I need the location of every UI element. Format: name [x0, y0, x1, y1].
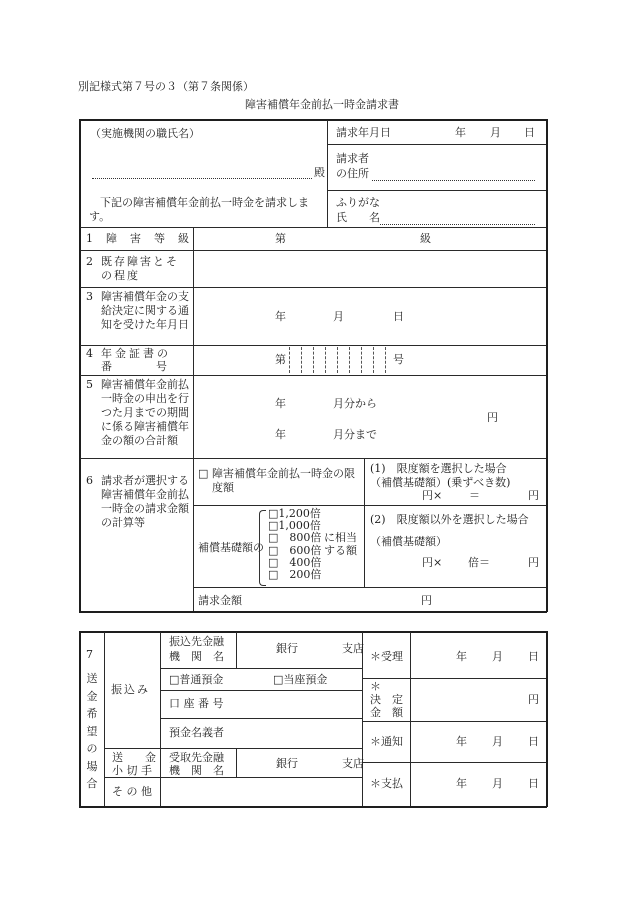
row6-label: 請求者が選択する障害補償年金前払一時金の請求金額の計算等 [101, 474, 189, 529]
date-month: 月 [490, 126, 501, 139]
check-bank-label-b: 機 関 名 [169, 764, 224, 777]
received-label: ＊受理 [370, 650, 403, 663]
case1-yen-times: 円× [422, 489, 443, 502]
transfer-bank-label-a: 振込先金融 [169, 635, 224, 648]
multiplier-option-800[interactable]: □ 800倍 [268, 531, 322, 544]
name-label: 氏 名 [336, 211, 380, 224]
other-label: そ の 他 [112, 785, 152, 798]
row2-number: 2 [86, 255, 93, 268]
case1-equals: ＝ [469, 489, 480, 502]
checking-deposit-checkbox[interactable]: □当座預金 [273, 673, 328, 686]
case2-equals: 倍＝ [468, 556, 490, 569]
row3-label: 障害補償年金の支給決定に関する通知を受けた年月日 [101, 290, 189, 331]
row1-dai: 第 [275, 232, 286, 245]
notice-month: 月 [492, 735, 503, 748]
row4-go: 号 [393, 353, 404, 366]
multiplier-option-400[interactable]: □ 400倍 [268, 556, 322, 569]
check-label-b: 小 切 手 [112, 764, 152, 777]
received-month: 月 [492, 650, 503, 663]
multiplier-option-200[interactable]: □ 200倍 [268, 568, 322, 581]
multiplier-option-600[interactable]: □ 600倍 [268, 544, 322, 557]
account-number-label: 口 座 番 号 [169, 697, 224, 710]
decided-mark: ＊ [370, 680, 381, 693]
claim-amount-yen: 円 [421, 594, 432, 607]
transfer-bank: 銀行 [276, 642, 298, 655]
row2-label: 既存障害とその程度 [101, 255, 179, 282]
decided-label-a: 決 定 [370, 693, 403, 706]
row5-from-year: 年 [275, 397, 286, 410]
received-day: 日 [528, 650, 539, 663]
request-text: 下記の障害補償年金前払一時金を請求します。 [89, 196, 309, 223]
notice-year: 年 [456, 735, 467, 748]
payment-label: ＊支払 [370, 777, 403, 790]
honorific: 殿 [314, 166, 325, 179]
payment-day: 日 [528, 777, 539, 790]
row5-to-year: 年 [275, 428, 286, 441]
remit-section-number: 7 [86, 648, 93, 661]
check-bank-label-a: 受取先金融 [169, 751, 224, 764]
decided-label-b: 金 額 [370, 706, 403, 719]
limit-option-text: 障害補償年金前払一時金の限度額 [212, 467, 355, 494]
transfer-label: 振込み [111, 683, 150, 696]
remit-section-label: 送金希望の場合 [86, 672, 98, 790]
row5-from-month: 月分から [333, 397, 377, 410]
limit-checkbox[interactable]: □ [198, 467, 209, 480]
notice-label: ＊通知 [370, 735, 403, 748]
row3-number: 3 [86, 290, 93, 303]
furigana-label: ふりがな [336, 196, 380, 209]
transfer-branch: 支店 [342, 642, 364, 655]
check-branch: 支店 [342, 757, 364, 770]
row1-label: 1 障 害 等 級 [86, 232, 190, 245]
row6-number: 6 [86, 474, 93, 487]
ordinary-deposit-checkbox[interactable]: □普通預金 [169, 673, 224, 686]
multiplier-bracket [259, 510, 266, 586]
case2-title: (2) 限度額以外を選択した場合 [370, 513, 529, 526]
case1-subtitle: （補償基礎額）(乗ずべき数) [370, 476, 511, 489]
case2-yen: 円 [528, 556, 539, 569]
name-line[interactable] [380, 224, 535, 225]
form-title: 障害補償年金前払一時金請求書 [245, 98, 399, 111]
check-bank: 銀行 [276, 757, 298, 770]
date-label: 請求年月日 [336, 126, 391, 139]
row3-year: 年 [275, 310, 286, 323]
received-year: 年 [456, 650, 467, 663]
notice-day: 日 [528, 735, 539, 748]
case2-yen-times: 円× [422, 556, 443, 569]
row5-number: 5 [86, 378, 93, 391]
addressee-line[interactable] [92, 178, 312, 179]
claimant-label: 請求者 [336, 152, 369, 165]
multiplier-option-1200[interactable]: □1,200倍 [268, 507, 321, 520]
row4-dai: 第 [275, 353, 286, 366]
row5-to-month: 月分まで [333, 428, 377, 441]
row4-label-a: 年金証書の [101, 347, 171, 360]
row3-month: 月 [333, 310, 344, 323]
date-year: 年 [455, 126, 466, 139]
form-number: 別記様式第７号の３（第７条関係） [78, 80, 254, 93]
case1-yen: 円 [528, 489, 539, 502]
equivalent-text-b: する額 [324, 544, 357, 557]
row5-label: 障害補償年金前払一時金の申出を行つた月までの期間に係る障害補償年金の額の合計額 [101, 378, 189, 447]
check-label-a: 送 金 [112, 751, 156, 764]
account-holder-label: 預金名義者 [169, 726, 224, 739]
address-line[interactable] [372, 180, 535, 181]
case2-subtitle: （補償基礎額） [370, 535, 447, 548]
claim-amount-label: 請求金額 [198, 594, 242, 607]
equivalent-text-a: に相当 [324, 531, 357, 544]
decided-yen: 円 [528, 693, 539, 706]
institution-label: （実施機関の職氏名） [90, 127, 200, 140]
base-amount-label: 補償基礎額の [198, 541, 264, 554]
date-day: 日 [524, 126, 535, 139]
payment-month: 月 [492, 777, 503, 790]
case1-title: (1) 限度額を選択した場合 [370, 462, 507, 475]
address-label: の住所 [336, 167, 369, 180]
row4-number: 4 [86, 347, 93, 360]
row5-yen: 円 [487, 411, 498, 424]
row4-label-b: 番 号 [101, 360, 167, 373]
row3-day: 日 [393, 310, 404, 323]
multiplier-option-1000[interactable]: □1,000倍 [268, 519, 321, 532]
row1-kyu: 級 [420, 232, 431, 245]
transfer-bank-label-b: 機 関 名 [169, 650, 224, 663]
payment-year: 年 [456, 777, 467, 790]
